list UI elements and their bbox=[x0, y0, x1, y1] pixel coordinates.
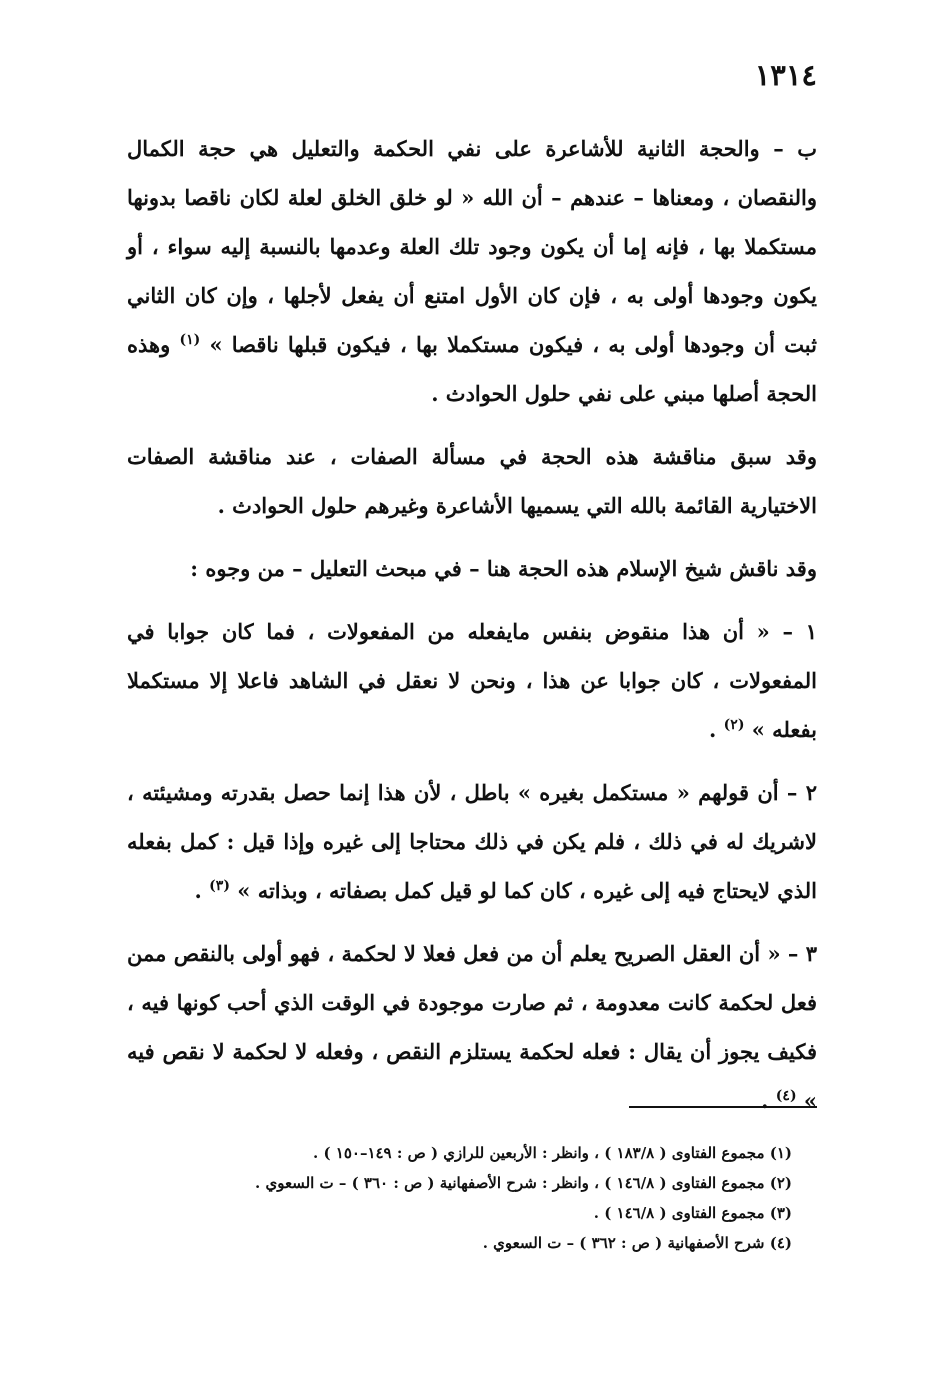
footnote-separator bbox=[629, 1106, 817, 1108]
footnote-ref-3: (٣) bbox=[209, 878, 230, 894]
paragraph-2 bbox=[127, 432, 817, 530]
body-text bbox=[127, 124, 817, 1125]
footnote-ref-1: (١) bbox=[179, 332, 201, 348]
paragraph-5 bbox=[127, 768, 817, 915]
page-number: ١٣١٤ bbox=[754, 58, 817, 92]
footnote-ref-2: (٢) bbox=[723, 717, 745, 733]
paragraph-4-text: ١ – « أن هذا منقوض بنفس مايفعله من المفعولات ، فما كان جوابا في المفعولات ، كان جوابا عن هذا ، ونحن لا نعقل في الشاهد فاعلا إلا مستكملا بفعله » bbox=[127, 619, 817, 742]
paragraph-6-tail: . bbox=[761, 1088, 776, 1113]
paragraph-2-text: وقد سبق مناقشة هذه الحجة في مسألة الصفات ، عند مناقشة الصفات الاختيارية القائمة بالله التي يسميها الأشاعرة وغيرهم حلول الحوادث . bbox=[127, 444, 817, 518]
footnote-4: (٤) شرح الأصفهانية ( ص : ٣٦٢ ) – ت السعوي . bbox=[482, 1234, 792, 1252]
paragraph-1-tail: وهذه الحجة أصلها مبني على نفي حلول الحوادث . bbox=[127, 332, 817, 406]
paragraph-4-tail: . bbox=[709, 717, 724, 742]
footnote-1: (١) مجموع الفتاوى ( ١٨٣/٨ ) ، وانظر : الأربعين للرازي ( ص : ١٤٩–١٥٠ ) . bbox=[313, 1144, 792, 1162]
footnote-ref-4: (٤) bbox=[775, 1088, 797, 1104]
footnotes bbox=[127, 1138, 792, 1258]
paragraph-3 bbox=[127, 544, 817, 593]
paragraph-1-text: ب – والحجة الثانية للأشاعرة على نفي الحكمة والتعليل هي حجة الكمال والنقصان ، ومعناها – عندهم – أن الله « لو خلق الخلق لعلة لكان ناقصا بدونها مستكملا بها ، فإنه إما أن يكون وجود تلك العلة وعدمها بالنسبة إليه سواء ، أو يكون وجودها أولى به ، فإن كان الأول امتنع أن يفعل لأجلها ، وإن كان الثاني ثبت أن وجودها أولى به ، فيكون مستكملا بها ، فيكون قبلها ناقصا » bbox=[127, 136, 817, 357]
paragraph-6 bbox=[127, 929, 817, 1125]
footnote-3: (٣) مجموع الفتاوى ( ١٤٦/٨ ) . bbox=[593, 1204, 792, 1222]
footnote-2: (٢) مجموع الفتاوى ( ١٤٦/٨ ) ، وانظر : شرح الأصفهانية ( ص : ٣٦٠ ) – ت السعوي . bbox=[255, 1174, 792, 1192]
paragraph-4 bbox=[127, 607, 817, 754]
paragraph-5-tail: . bbox=[194, 878, 210, 903]
paragraph-5-text: ٢ – أن قولهم « مستكمل بغيره » باطل ، لأن هذا إنما حصل بقدرته ومشيئته ، لاشريك له في ذلك ، فلم يكن في ذلك محتاجا إلى غيره وإذا قيل : كمل بفعله الذي لايحتاج فيه إلى غيره ، كان كما لو قيل كمل بصفاته ، وبذاته » bbox=[127, 780, 817, 903]
paragraph-6-text: ٣ – « أن العقل الصريح يعلم أن من فعل فعلا لا لحكمة ، فهو أولى بالنقص ممن فعل لحكمة كانت معدومة ، ثم صارت موجودة في الوقت الذي أحب كونها فيه ، فكيف يجوز أن يقال : فعله لحكمة يستلزم النقص ، وفعله لا لحكمة لا نقص فيه » bbox=[127, 941, 817, 1113]
paragraph-3-text: وقد ناقش شيخ الإسلام هذه الحجة هنا – في مبحث التعليل – من وجوه : bbox=[190, 556, 817, 581]
paragraph-1 bbox=[127, 124, 817, 418]
